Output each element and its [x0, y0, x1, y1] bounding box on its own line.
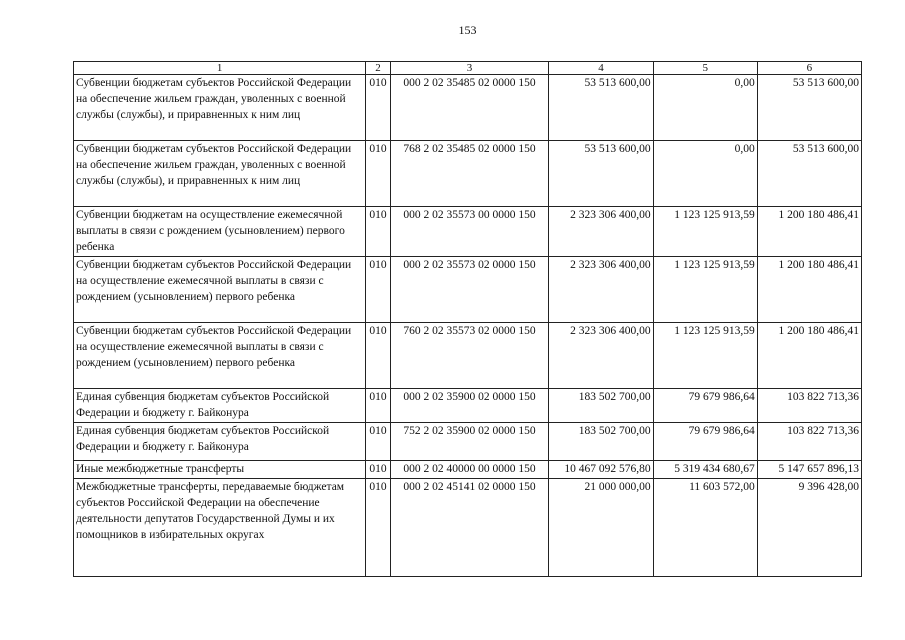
row-value-4: 2 323 306 400,00 — [549, 323, 653, 389]
row-code: 010 — [366, 389, 390, 423]
row-value-5: 79 679 986,64 — [653, 389, 757, 423]
row-value-6: 103 822 713,36 — [757, 423, 861, 461]
row-value-6: 1 200 180 486,41 — [757, 323, 861, 389]
row-kbk: 768 2 02 35485 02 0000 150 — [390, 141, 549, 207]
row-kbk: 000 2 02 35573 00 0000 150 — [390, 207, 549, 257]
column-number: 6 — [757, 62, 861, 75]
row-value-6: 103 822 713,36 — [757, 389, 861, 423]
row-value-6: 1 200 180 486,41 — [757, 257, 861, 323]
row-kbk: 000 2 02 40000 00 0000 150 — [390, 461, 549, 479]
row-value-5: 1 123 125 913,59 — [653, 207, 757, 257]
row-code: 010 — [366, 479, 390, 577]
row-value-6: 53 513 600,00 — [757, 75, 861, 141]
row-value-5: 0,00 — [653, 141, 757, 207]
row-value-6: 1 200 180 486,41 — [757, 207, 861, 257]
row-name: Единая субвенция бюджетам субъектов Российской Федерации и бюджету г. Байконура — [74, 423, 366, 461]
table-row — [74, 323, 862, 389]
budget-table — [73, 61, 862, 577]
table-row — [74, 423, 862, 461]
table-row — [74, 75, 862, 141]
table-row — [74, 141, 862, 207]
page-number: 153 — [458, 23, 477, 37]
column-number: 5 — [653, 62, 757, 75]
row-value-4: 183 502 700,00 — [549, 389, 653, 423]
row-value-6: 5 147 657 896,13 — [757, 461, 861, 479]
row-code: 010 — [366, 141, 390, 207]
column-number-row — [74, 62, 862, 75]
row-value-4: 10 467 092 576,80 — [549, 461, 653, 479]
column-number: 4 — [549, 62, 653, 75]
row-value-4: 2 323 306 400,00 — [549, 257, 653, 323]
row-value-4: 2 323 306 400,00 — [549, 207, 653, 257]
row-code: 010 — [366, 323, 390, 389]
row-value-4: 183 502 700,00 — [549, 423, 653, 461]
row-code: 010 — [366, 207, 390, 257]
row-name: Субвенции бюджетам субъектов Российской Федерации на обеспечение жильем граждан, уволенных с военной службы (службы), и приравненных к ним лиц — [74, 141, 366, 207]
row-value-5: 11 603 572,00 — [653, 479, 757, 577]
row-code: 010 — [366, 75, 390, 141]
row-name: Субвенции бюджетам на осуществление ежемесячной выплаты в связи с рождением (усыновлением) первого ребенка — [74, 207, 366, 257]
table-row — [74, 207, 862, 257]
row-value-5: 1 123 125 913,59 — [653, 323, 757, 389]
row-value-5: 79 679 986,64 — [653, 423, 757, 461]
row-code: 010 — [366, 461, 390, 479]
row-name: Субвенции бюджетам субъектов Российской Федерации на осуществление ежемесячной выплаты в связи с рождением (усыновлением) первого ребенка — [74, 323, 366, 389]
table-row — [74, 461, 862, 479]
row-value-6: 9 396 428,00 — [757, 479, 861, 577]
column-number: 3 — [390, 62, 549, 75]
row-kbk: 000 2 02 35900 02 0000 150 — [390, 389, 549, 423]
row-name: Единая субвенция бюджетам субъектов Российской Федерации и бюджету г. Байконура — [74, 389, 366, 423]
row-kbk: 000 2 02 45141 02 0000 150 — [390, 479, 549, 577]
row-kbk: 752 2 02 35900 02 0000 150 — [390, 423, 549, 461]
table-row — [74, 257, 862, 323]
table-row — [74, 389, 862, 423]
row-name: Межбюджетные трансферты, передаваемые бюджетам субъектов Российской Федерации на обеспечение деятельности депутатов Государственной Думы и их помощников в избирательных округах — [74, 479, 366, 577]
row-code: 010 — [366, 257, 390, 323]
row-kbk: 760 2 02 35573 02 0000 150 — [390, 323, 549, 389]
row-name: Субвенции бюджетам субъектов Российской Федерации на обеспечение жильем граждан, уволенных с военной службы (службы), и приравненных к ним лиц — [74, 75, 366, 141]
row-name: Субвенции бюджетам субъектов Российской Федерации на осуществление ежемесячной выплаты в связи с рождением (усыновлением) первого ребенка — [74, 257, 366, 323]
row-value-5: 1 123 125 913,59 — [653, 257, 757, 323]
column-number: 1 — [74, 62, 366, 75]
column-number: 2 — [366, 62, 390, 75]
row-value-6: 53 513 600,00 — [757, 141, 861, 207]
row-value-5: 5 319 434 680,67 — [653, 461, 757, 479]
row-kbk: 000 2 02 35573 02 0000 150 — [390, 257, 549, 323]
row-value-4: 53 513 600,00 — [549, 141, 653, 207]
row-value-4: 53 513 600,00 — [549, 75, 653, 141]
row-code: 010 — [366, 423, 390, 461]
row-kbk: 000 2 02 35485 02 0000 150 — [390, 75, 549, 141]
row-value-4: 21 000 000,00 — [549, 479, 653, 577]
row-name: Иные межбюджетные трансферты — [74, 461, 366, 479]
row-value-5: 0,00 — [653, 75, 757, 141]
table-row — [74, 479, 862, 577]
